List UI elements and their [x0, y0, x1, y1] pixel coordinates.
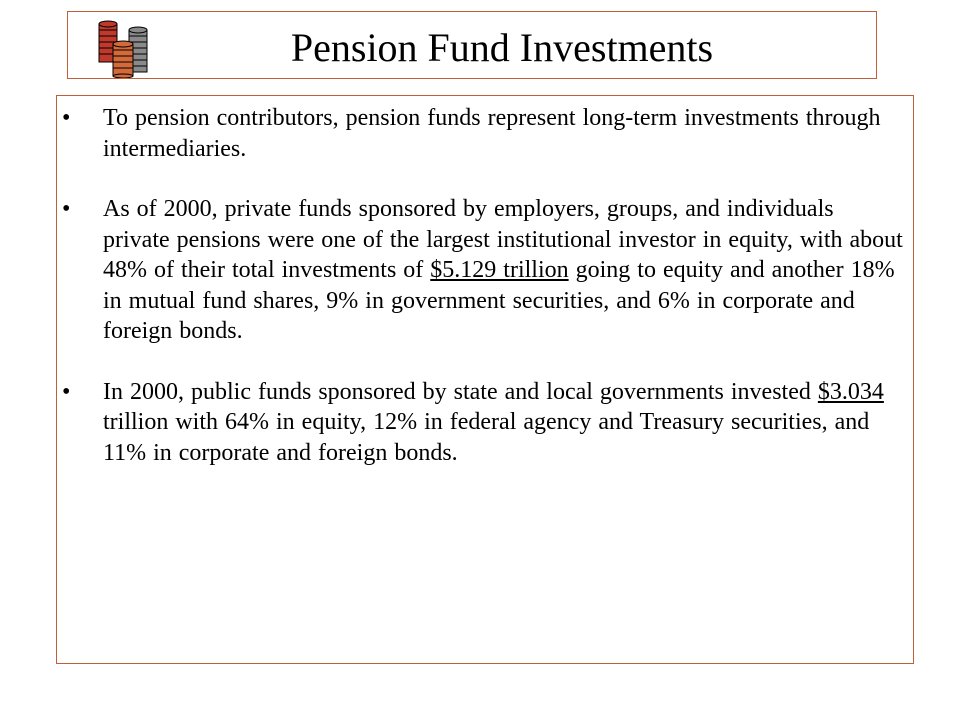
bullet-marker: • [62, 105, 71, 131]
bullet-text: As of 2000, private funds sponsored by employers, groups, and individuals private pensions were one of the largest institutional investor in equity, with about 48% of their total investments of [103, 196, 903, 283]
bullet-list [57, 103, 913, 498]
public-funds-total: $3.034 [817, 378, 884, 405]
bullet-text: trillion with 64% in equity, 12% in federal agency and Treasury securities, and 11% in corporate and foreign bonds. [103, 409, 870, 466]
bullet-item-1 [57, 103, 913, 164]
content-frame [56, 95, 914, 664]
bullet-text: going to equity and another 18% in mutual fund shares, 9% in government securities, and 6% in corporate and foreign bonds. [103, 257, 895, 344]
bullet-item-3 [57, 377, 913, 469]
page-title: Pension Fund Investments [290, 25, 714, 70]
private-funds-total: $5.129 trillion [430, 257, 569, 283]
bullet-text: In 2000, public funds sponsored by state and local governments invested [103, 378, 818, 405]
bullet-text: To pension contributors, pension funds represent long-term investments through intermediaries. [103, 105, 881, 162]
bullet-marker: • [62, 378, 71, 405]
bullet-item-2 [57, 194, 913, 347]
title-frame [67, 11, 877, 79]
bullet-marker: • [62, 196, 71, 222]
